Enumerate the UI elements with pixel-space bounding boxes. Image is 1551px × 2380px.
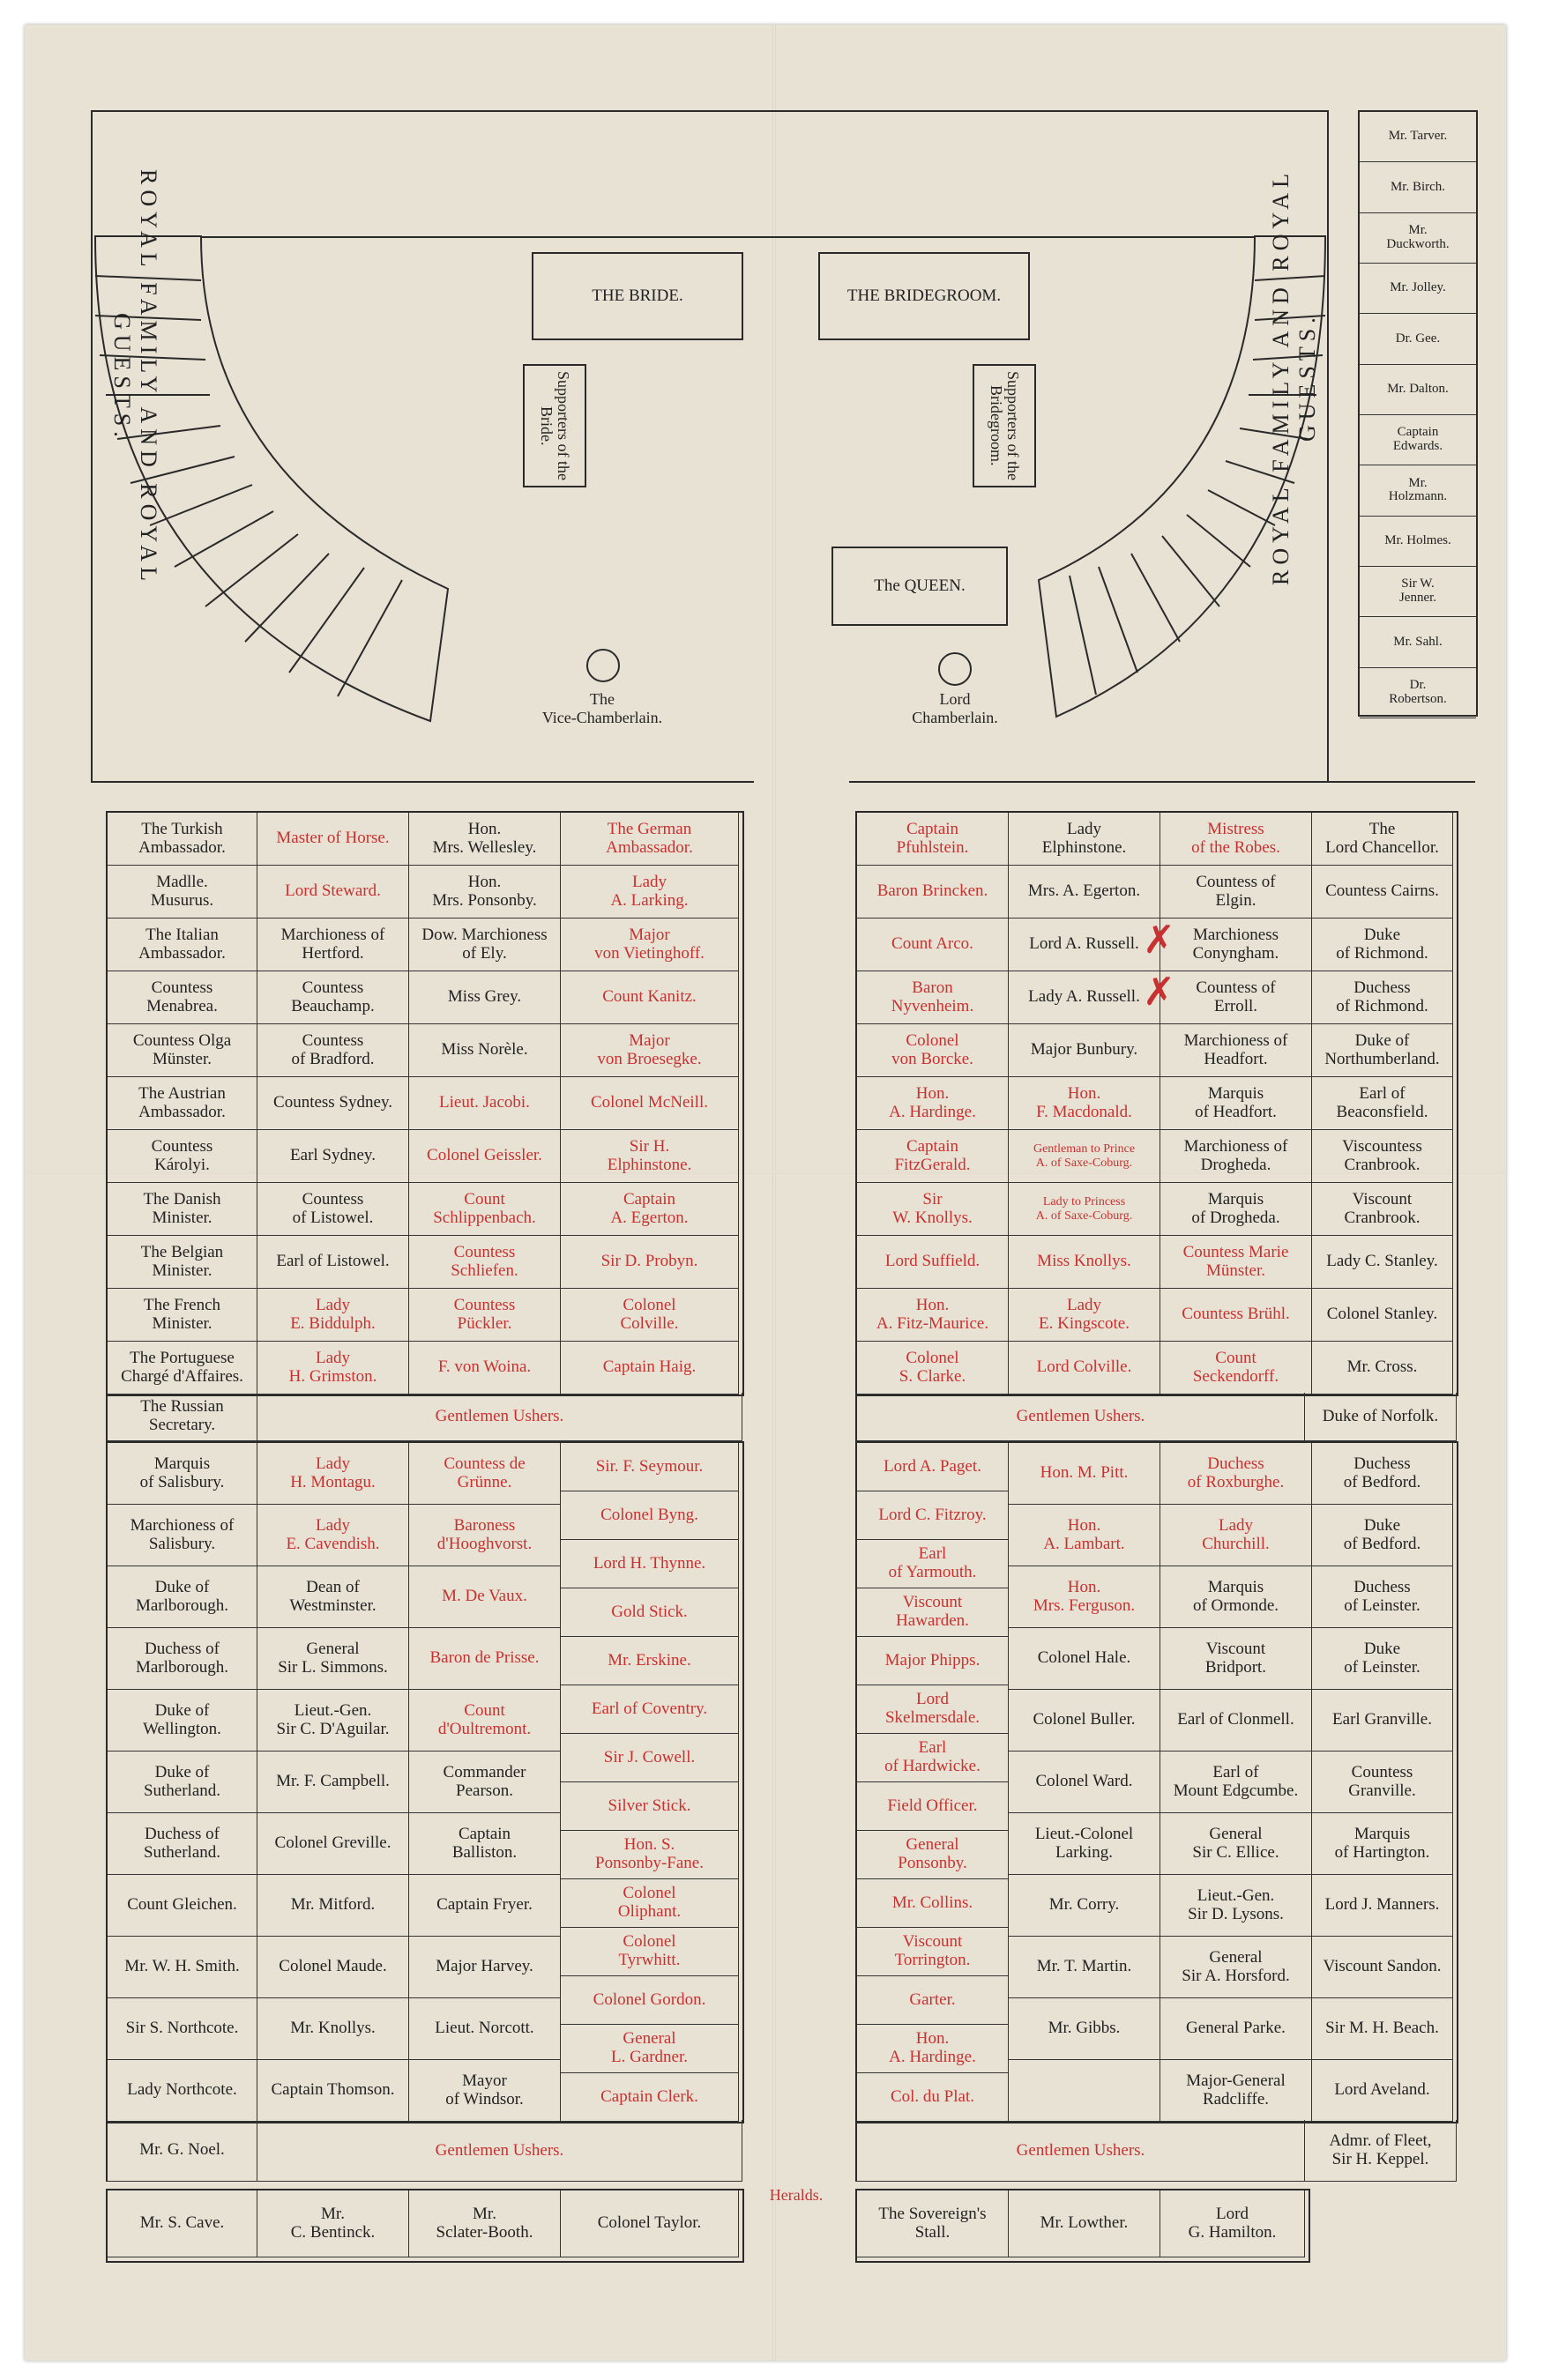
seat-cell: Earl of Coventry. [561, 1685, 739, 1734]
seat-cell: Mr. F. Campbell. [257, 1752, 409, 1813]
staff-list-item: Dr. Gee. [1360, 314, 1476, 364]
seat-cell [1009, 2060, 1160, 2122]
seat-cell: Lord H. Thynne. [561, 1540, 739, 1588]
seat-cell: Silver Stick. [561, 1782, 739, 1831]
seat-cell: Countess Marie Münster. [1160, 1236, 1312, 1289]
bridegroom-box: THE BRIDEGROOM. [818, 252, 1030, 340]
seat-cell: The Danish Minister. [108, 1183, 257, 1236]
bottom-left-row [106, 2189, 744, 2263]
seat-cell: Countess Brühl. [1160, 1289, 1312, 1342]
seat-cell: Captain Clerk. [561, 2073, 739, 2122]
seat-cell: Countess Pückler. [409, 1289, 561, 1342]
seat-cell: Countess Beauchamp. [257, 971, 409, 1024]
staff-list-item: Sir W. Jenner. [1360, 567, 1476, 617]
seat-cell: Countess Sydney. [257, 1077, 409, 1130]
seating-plan-sheet [25, 25, 1506, 2361]
seat-cell: Countess Olga Münster. [108, 1024, 257, 1077]
seat-cell: Lady A. Russell. [1009, 971, 1160, 1024]
seat-cell: The Italian Ambassador. [108, 919, 257, 971]
seat-cell: Duke of Marlborough. [108, 1566, 257, 1628]
seat-cell: Marquis of Headfort. [1160, 1077, 1312, 1130]
seat-cell: General Sir L. Simmons. [257, 1628, 409, 1690]
seat-cell: Sir S. Northcote. [108, 1998, 257, 2060]
seat-cell: Duchess of Roxburghe. [1160, 1443, 1312, 1505]
cross-mark-icon: ✗ [1143, 918, 1175, 963]
seat-cell: Hon. Mrs. Wellesley. [409, 813, 561, 866]
seat-cell: Lieut.-Gen. Sir C. D'Aguilar. [257, 1690, 409, 1752]
seat-cell: Major von Vietinghoff. [561, 919, 739, 971]
seat-cell: Earl Sydney. [257, 1130, 409, 1183]
seat-cell: Baron de Prisse. [409, 1628, 561, 1690]
seat-cell: Major von Broesegke. [561, 1024, 739, 1077]
seat-cell: Mr. W. H. Smith. [108, 1937, 257, 1998]
lord-chamberlain-marker [938, 652, 972, 686]
seat-cell: Earl of Hardwicke. [857, 1734, 1009, 1782]
seat-cell: Major Bunbury. [1009, 1024, 1160, 1077]
seat-cell: Lieut.-Colonel Larking. [1009, 1813, 1160, 1875]
admiral-of-fleet: Admr. of Fleet, Sir H. Keppel. [1305, 2120, 1457, 2182]
seat-cell: Earl of Listowel. [257, 1236, 409, 1289]
seat-cell: Mayor of Windsor. [409, 2060, 561, 2122]
seat-cell: Marchioness Conyngham. [1160, 919, 1312, 971]
seat-cell: Count Seckendorff. [1160, 1342, 1312, 1395]
seat-cell: Gold Stick. [561, 1588, 739, 1637]
seat-cell: Hon. F. Macdonald. [1009, 1077, 1160, 1130]
seat-cell: Mrs. A. Egerton. [1009, 866, 1160, 919]
seat-cell: Captain Balliston. [409, 1813, 561, 1875]
bottom-right-row [855, 2189, 1310, 2263]
seat-cell: Lady E. Biddulph. [257, 1289, 409, 1342]
seat-cell: Mr. Cross. [1312, 1342, 1453, 1395]
staff-list-item: Mr. Dalton. [1360, 365, 1476, 415]
seat-cell: The Portuguese Chargé d'Affaires. [108, 1342, 257, 1395]
seat-cell: Baron Nyvenheim. [857, 971, 1009, 1024]
seat-cell: General Sir C. Ellice. [1160, 1813, 1312, 1875]
seat-cell: M. De Vaux. [409, 1566, 561, 1628]
seat-cell: Field Officer. [857, 1782, 1009, 1831]
seat-cell: Dean of Westminster. [257, 1566, 409, 1628]
seat-cell: Garter. [857, 1976, 1009, 2025]
seat-cell: Viscount Bridport. [1160, 1628, 1312, 1690]
seat-cell: Countess Menabrea. [108, 971, 257, 1024]
seat-cell: Lady E. Kingscote. [1009, 1289, 1160, 1342]
seat-cell: Dow. Marchioness of Ely. [409, 919, 561, 971]
seat-cell: Hon. Mrs. Ferguson. [1009, 1566, 1160, 1628]
seat-cell: The Turkish Ambassador. [108, 813, 257, 866]
seat-cell: Mr. C. Bentinck. [257, 2190, 409, 2257]
seat-cell: Marquis of Salisbury. [108, 1443, 257, 1505]
seat-cell: Earl of Beaconsfield. [1312, 1077, 1453, 1130]
seat-cell: Duke of Richmond. [1312, 919, 1453, 971]
supporters-bride-box: Supporters of the Bride. [523, 364, 586, 487]
seat-cell: Lord Steward. [257, 866, 409, 919]
seat-cell: Earl of Yarmouth. [857, 1540, 1009, 1588]
seat-cell: Countess Granville. [1312, 1752, 1453, 1813]
heralds-label: Heralds. [769, 2186, 824, 2204]
seat-cell: Duke of Wellington. [108, 1690, 257, 1752]
seat-cell: Lord J. Manners. [1312, 1875, 1453, 1937]
seat-cell: Viscount Cranbrook. [1312, 1183, 1453, 1236]
seat-cell: Colonel Buller. [1009, 1690, 1160, 1752]
seat-cell: Lord A. Paget. [857, 1443, 1009, 1491]
seat-cell: Hon. A. Lambart. [1009, 1505, 1160, 1566]
seat-cell: General Ponsonby. [857, 1831, 1009, 1879]
duke-of-norfolk: Duke of Norfolk. [1305, 1393, 1457, 1441]
seat-cell: Count Schlippenbach. [409, 1183, 561, 1236]
seat-cell: Mr. Knollys. [257, 1998, 409, 2060]
seat-cell: Count Gleichen. [108, 1875, 257, 1937]
staff-list-item: Mr. Jolley. [1360, 264, 1476, 314]
seat-cell: Lord A. Russell. [1009, 919, 1160, 971]
gentlemen-ushers-lower-right: Gentlemen Ushers. [855, 2120, 1305, 2182]
seat-cell: Captain A. Egerton. [561, 1183, 739, 1236]
seat-cell: Duke of Bedford. [1312, 1505, 1453, 1566]
seat-cell: Lord Skelmersdale. [857, 1685, 1009, 1734]
lower-left-seating-table [106, 1441, 744, 2123]
seat-cell: Colonel Taylor. [561, 2190, 739, 2257]
seat-cell: Sir J. Cowell. [561, 1734, 739, 1782]
seat-cell: Lord Aveland. [1312, 2060, 1453, 2122]
seat-cell: Mr. Mitford. [257, 1875, 409, 1937]
seat-cell: Gentleman to Prince A. of Saxe-Coburg. [1009, 1130, 1160, 1183]
seat-cell: Captain Fryer. [409, 1875, 561, 1937]
seat-cell: Miss Grey. [409, 971, 561, 1024]
seat-cell: Madlle. Musurus. [108, 866, 257, 919]
seat-cell: Duchess of Leinster. [1312, 1566, 1453, 1628]
seat-cell: Major Phipps. [857, 1637, 1009, 1685]
seat-cell: Lord Colville. [1009, 1342, 1160, 1395]
seat-cell: Earl of Clonmell. [1160, 1690, 1312, 1752]
seat-cell: Lady to Princess A. of Saxe-Coburg. [1009, 1183, 1160, 1236]
seat-cell: Lord C. Fitzroy. [857, 1491, 1009, 1540]
seat-cell: Duke of Leinster. [1312, 1628, 1453, 1690]
supporters-bridegroom-box: Supporters of the Bridegroom. [973, 364, 1036, 487]
staff-list-item: Mr. Holzmann. [1360, 465, 1476, 516]
seat-cell: Earl Granville. [1312, 1690, 1453, 1752]
seat-cell: Colonel Tyrwhitt. [561, 1928, 739, 1976]
seat-cell: Mr. Sclater-Booth. [409, 2190, 561, 2257]
seat-cell: Viscount Torrington. [857, 1928, 1009, 1976]
seat-cell: Countess Schliefen. [409, 1236, 561, 1289]
seat-cell: Viscount Hawarden. [857, 1588, 1009, 1637]
seat-cell: Marquis of Hartington. [1312, 1813, 1453, 1875]
seat-cell: Countess of Bradford. [257, 1024, 409, 1077]
seat-cell: Lord G. Hamilton. [1160, 2190, 1305, 2257]
seat-cell: Colonel Byng. [561, 1491, 739, 1540]
seat-cell: Hon. A. Hardinge. [857, 1077, 1009, 1130]
seat-cell: Colonel von Borcke. [857, 1024, 1009, 1077]
seat-cell: Marchioness of Drogheda. [1160, 1130, 1312, 1183]
seat-cell: Captain Thomson. [257, 2060, 409, 2122]
seat-cell: Hon. A. Fitz-Maurice. [857, 1289, 1009, 1342]
seat-cell: Colonel Gordon. [561, 1976, 739, 2025]
staff-list-item: Captain Edwards. [1360, 415, 1476, 465]
seat-cell: Mr. Erskine. [561, 1637, 739, 1685]
seat-cell: Miss Knollys. [1009, 1236, 1160, 1289]
seat-cell: The Lord Chancellor. [1312, 813, 1453, 866]
seat-cell: The French Minister. [108, 1289, 257, 1342]
gentlemen-ushers-lower-left: Gentlemen Ushers. [257, 2120, 742, 2182]
seat-cell: Countess de Grünne. [409, 1443, 561, 1505]
seat-cell: Marchioness of Salisbury. [108, 1505, 257, 1566]
mr-g-noel: Mr. G. Noel. [106, 2120, 257, 2182]
seat-cell: Major Harvey. [409, 1937, 561, 1998]
seat-cell: Colonel Ward. [1009, 1752, 1160, 1813]
seat-cell: Hon. A. Hardinge. [857, 2025, 1009, 2073]
seat-cell: General Parke. [1160, 1998, 1312, 2060]
seat-cell: Duchess of Richmond. [1312, 971, 1453, 1024]
seat-cell: Duke of Northumberland. [1312, 1024, 1453, 1077]
staff-list-item: Mr. Holmes. [1360, 517, 1476, 567]
divider-right [849, 781, 1475, 783]
seat-cell: Commander Pearson. [409, 1752, 561, 1813]
seat-cell: Lieut.-Gen. Sir D. Lysons. [1160, 1875, 1312, 1937]
seat-cell: Captain Pfuhlstein. [857, 813, 1009, 866]
right-arc-label: ROYAL FAMILY AND ROYAL GUESTS. [1268, 168, 1320, 586]
seat-cell: Countess of Elgin. [1160, 866, 1312, 919]
queen-box: The QUEEN. [831, 547, 1008, 626]
seat-cell: Colonel Maude. [257, 1937, 409, 1998]
seat-cell: Lady Elphinstone. [1009, 813, 1160, 866]
seat-cell: Lady Northcote. [108, 2060, 257, 2122]
cross-mark-icon: ✗ [1143, 970, 1175, 1015]
seat-cell: The German Ambassador. [561, 813, 739, 866]
seat-cell: Lady E. Cavendish. [257, 1505, 409, 1566]
seat-cell: The Belgian Minister. [108, 1236, 257, 1289]
seat-cell: Marquis of Drogheda. [1160, 1183, 1312, 1236]
russian-secretary: The Russian Secretary. [106, 1393, 257, 1441]
seat-cell: Sir M. H. Beach. [1312, 1998, 1453, 2060]
seat-cell: Countess Károlyi. [108, 1130, 257, 1183]
seat-cell: Marchioness of Hertford. [257, 919, 409, 971]
seat-cell: Mr. Gibbs. [1009, 1998, 1160, 2060]
vice-chamberlain-marker [586, 649, 620, 682]
seat-cell: Hon. S. Ponsonby-Fane. [561, 1831, 739, 1879]
right-staff-list [1358, 110, 1478, 717]
staff-list-item: Mr. Birch. [1360, 162, 1476, 212]
seat-cell: Marchioness of Headfort. [1160, 1024, 1312, 1077]
seat-cell: Mistress of the Robes. [1160, 813, 1312, 866]
seat-cell: Colonel Colville. [561, 1289, 739, 1342]
lower-right-seating-table [855, 1441, 1458, 2123]
seat-cell: Miss Norèle. [409, 1024, 561, 1077]
seat-cell: Mr. T. Martin. [1009, 1937, 1160, 1998]
seat-cell: Sir D. Probyn. [561, 1236, 739, 1289]
seat-cell: Mr. Corry. [1009, 1875, 1160, 1937]
staff-list-item: Mr. Sahl. [1360, 617, 1476, 667]
seat-cell: The Austrian Ambassador. [108, 1077, 257, 1130]
seat-cell: Duchess of Marlborough. [108, 1628, 257, 1690]
seat-cell: Lieut. Norcott. [409, 1998, 561, 2060]
seat-cell: Colonel Geissler. [409, 1130, 561, 1183]
seat-cell: Col. du Plat. [857, 2073, 1009, 2122]
seat-cell: Countess of Listowel. [257, 1183, 409, 1236]
seat-cell: Major-General Radcliffe. [1160, 2060, 1312, 2122]
seat-cell: Duke of Sutherland. [108, 1752, 257, 1813]
lord-chamberlain-label: Lord Chamberlain. [912, 690, 998, 726]
seat-cell: Sir W. Knollys. [857, 1183, 1009, 1236]
seat-cell: The Sovereign's Stall. [857, 2190, 1009, 2257]
seat-cell: Viscount Sandon. [1312, 1937, 1453, 1998]
seat-cell: Count Kanitz. [561, 971, 739, 1024]
seat-cell: Duchess of Sutherland. [108, 1813, 257, 1875]
seat-cell: Master of Horse. [257, 813, 409, 866]
seat-cell: Lady H. Montagu. [257, 1443, 409, 1505]
seat-cell: Lady C. Stanley. [1312, 1236, 1453, 1289]
seat-cell: Colonel Stanley. [1312, 1289, 1453, 1342]
gentlemen-ushers-upper-right: Gentlemen Ushers. [855, 1393, 1305, 1441]
seat-cell: Count Arco. [857, 919, 1009, 971]
vice-chamberlain-label: The Vice-Chamberlain. [541, 690, 663, 726]
seat-cell: Mr. S. Cave. [108, 2190, 257, 2257]
bride-box: THE BRIDE. [532, 252, 743, 340]
gentlemen-ushers-upper-left: Gentlemen Ushers. [257, 1393, 742, 1441]
seat-cell: Duchess of Bedford. [1312, 1443, 1453, 1505]
seat-cell: Countess of Erroll. [1160, 971, 1312, 1024]
seat-cell: Lieut. Jacobi. [409, 1077, 561, 1130]
seat-cell: Captain FitzGerald. [857, 1130, 1009, 1183]
staff-list-item: Dr. Robertson. [1360, 668, 1476, 718]
seat-cell: Count d'Oultremont. [409, 1690, 561, 1752]
seat-cell: Lady Churchill. [1160, 1505, 1312, 1566]
seat-cell: Viscountess Cranbrook. [1312, 1130, 1453, 1183]
seat-cell: Lady H. Grimston. [257, 1342, 409, 1395]
seat-cell: Captain Haig. [561, 1342, 739, 1395]
seat-cell: Baroness d'Hooghvorst. [409, 1505, 561, 1566]
upper-right-seating-table [855, 811, 1458, 1396]
seat-cell: Sir H. Elphinstone. [561, 1130, 739, 1183]
seat-cell: Hon. Mrs. Ponsonby. [409, 866, 561, 919]
seat-cell: Colonel Oliphant. [561, 1879, 739, 1928]
seat-cell: Lady A. Larking. [561, 866, 739, 919]
divider-left [91, 781, 754, 783]
seat-cell: Mr. Collins. [857, 1879, 1009, 1928]
seat-cell: Baron Brincken. [857, 866, 1009, 919]
seat-cell: General L. Gardner. [561, 2025, 739, 2073]
seat-cell: Colonel Hale. [1009, 1628, 1160, 1690]
upper-left-seating-table [106, 811, 744, 1396]
seat-cell: Countess Cairns. [1312, 866, 1453, 919]
left-arc-label: ROYAL FAMILY AND ROYAL GUESTS. [108, 168, 161, 586]
seat-cell: F. von Woina. [409, 1342, 561, 1395]
seat-cell: Colonel McNeill. [561, 1077, 739, 1130]
seat-cell: Mr. Lowther. [1009, 2190, 1160, 2257]
seat-cell: Colonel S. Clarke. [857, 1342, 1009, 1395]
staff-list-item: Mr. Duckworth. [1360, 213, 1476, 264]
seat-cell: Marquis of Ormonde. [1160, 1566, 1312, 1628]
seat-cell: General Sir A. Horsford. [1160, 1937, 1312, 1998]
seat-cell: Lord Suffield. [857, 1236, 1009, 1289]
seat-cell: Sir. F. Seymour. [561, 1443, 739, 1491]
seat-cell: Colonel Greville. [257, 1813, 409, 1875]
seat-cell: Earl of Mount Edgcumbe. [1160, 1752, 1312, 1813]
seat-cell: Hon. M. Pitt. [1009, 1443, 1160, 1505]
staff-list-item: Mr. Tarver. [1360, 112, 1476, 162]
